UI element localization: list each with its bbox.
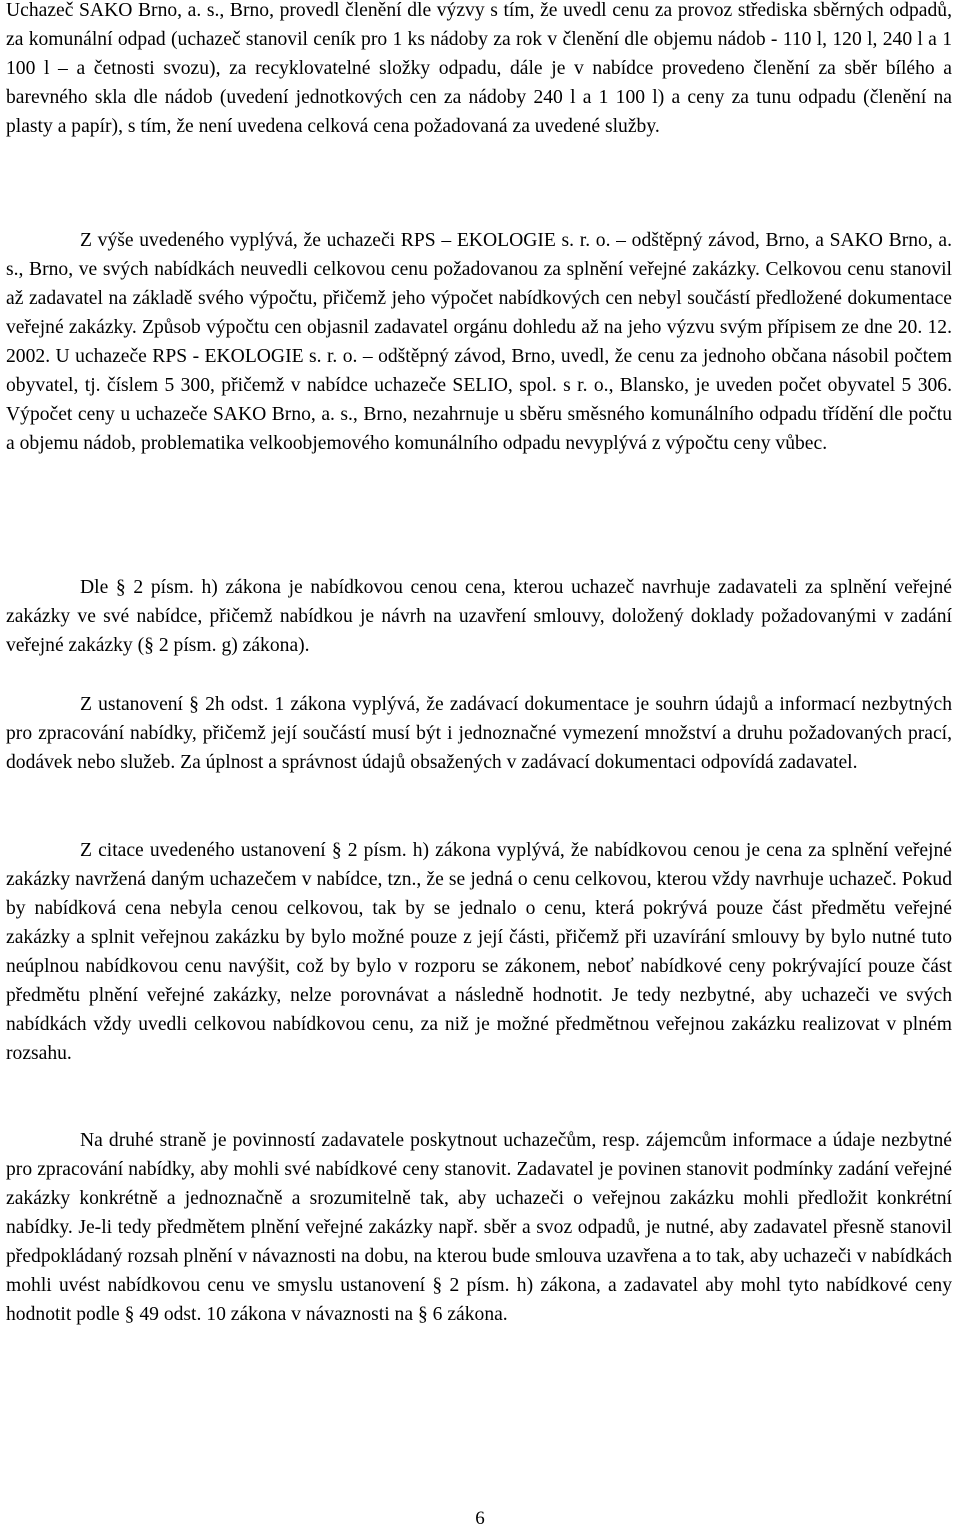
paragraph-bid-price-definition: Dle § 2 písm. h) zákona je nabídkovou cenou cena, kterou uchazeč navrhuje zadavateli za splnění veřejné zakázky ve své nabídce, přičemž nabídkou je návrh na uzavření smlouvy, doložený doklady požadovanými v zadání veřejné zakázky (§ 2 písm. g) zákona). <box>6 577 952 656</box>
page-number: 6 <box>475 1508 485 1529</box>
paragraph-total-price-requirement: Z citace uvedeného ustanovení § 2 písm. h) zákona vyplývá, že nabídkovou cenou je cena za splnění veřejné zakázky navržená daným uchazečem v nabídce, tzn., že se jedná o cenu celkovou, kterou vždy navrhuje uchazeč. Pokud by nabídková cena nebyla cenou celkovou, tak by se jednalo o cenu, která pokrývá pouze část předmětu veřejné zakázky a splnit veřejnou zakázku by bylo možné pouze z její části, přičemž při uzavírání smlouvy by bylo nutné tuto neúplnou nabídkovou cenu navýšit, což by bylo v rozporu se zákonem, neboť nabídkové ceny pokrývající pouze část předmětu plnění veřejné zakázky, nelze porovnávat a následně hodnotit. Je tedy nezbytné, aby uchazeči ve svých nabídkách vždy uvedli celkovou nabídkovou cenu, za niž je možné předmětnou veřejnou zakázku realizovat v plném rozsahu. <box>6 840 952 1064</box>
paragraph-total-price-missing: Z výše uvedeného vyplývá, že uchazeči RPS – EKOLOGIE s. r. o. – odštěpný závod, Brno, a SAKO Brno, a. s., Brno, ve svých nabídkách neuvedli celkovou cenu požadovanou za splnění veřejné zakázky. Celkovou cenu stanovil až zadavatel na základě svého výpočtu, přičemž jeho výpočet nabídkových cen nebyl součástí předložené dokumentace veřejné zakázky. Způsob výpočtu cen objasnil zadavatel orgánu dohledu až na jeho výzvu svým přípisem ze dne 20. 12. 2002. U uchazeče RPS - EKOLOGIE s. r. o. – odštěpný závod, Brno, uvedl, že cenu za jednoho občana násobil počtem obyvatel, tj. číslem 5 300, přičemž v nabídce uchazeče SELIO, spol. s r. o., Blansko, je uveden počet obyvatel 5 306. Výpočet ceny u uchazeče SAKO Brno, a. s., Brno, nezahrnuje u sběru směsného komunálního odpadu třídění dle počtu a objemu nádob, problematika velkoobjemového komunálního odpadu nevyplývá z výpočtu ceny vůbec. <box>6 230 952 454</box>
paragraph-tender-documentation: Z ustanovení § 2h odst. 1 zákona vyplývá, že zadávací dokumentace je souhrn údajů a informací nezbytných pro zpracování nabídky, přičemž její součástí musí být i jednoznačné vymezení množství a druhu požadovaných prací, dodávek nebo služeb. Za úplnost a správnost údajů obsažených v zadávací dokumentaci odpovídá zadavatel. <box>6 694 952 773</box>
paragraph-sako-breakdown: Uchazeč SAKO Brno, a. s., Brno, provedl členění dle výzvy s tím, že uvedl cenu za provoz střediska sběrných odpadů, za komunální odpad (uchazeč stanovil ceník pro 1 ks nádoby za rok v členění dle objemu nádob - 110 l, 120 l, 240 l a 1 100 l – a četnosti svozu), za recyklovatelné složky odpadu, dále je v nabídce provedeno členění za sběr bílého a barevného skla dle nádob (uvedení jednotkových cen za nádoby 240 l a 1 100 l) a ceny za tunu odpadu (členění na plasty a papír), s tím, že není uvedena celková cena požadovaná za uvedené služby. <box>6 0 952 137</box>
paragraph-contracting-authority-duty: Na druhé straně je povinností zadavatele poskytnout uchazečům, resp. zájemcům informace a údaje nezbytné pro zpracování nabídky, aby mohli své nabídkové ceny stanovit. Zadavatel je povinen stanovit podmínky zadání veřejné zakázky konkrétně a jednoznačně a srozumitelně tak, aby uchazeči o veřejnou zakázku mohli předložit konkrétní nabídky. Je-li tedy předmětem plnění veřejné zakázky např. sběr a svoz odpadů, je nutné, aby zadavatel přesně stanovil předpokládaný rozsah plnění v návaznosti na dobu, na kterou bude smlouva uzavřena a to tak, aby uchazeči v nabídkách mohli uvést nabídkovou cenu ve smyslu ustanovení § 2 písm. h) zákona, a zadavatel aby mohl tyto nabídkové ceny hodnotit podle § 49 odst. 10 zákona v návaznosti na § 6 zákona. <box>6 1130 952 1325</box>
